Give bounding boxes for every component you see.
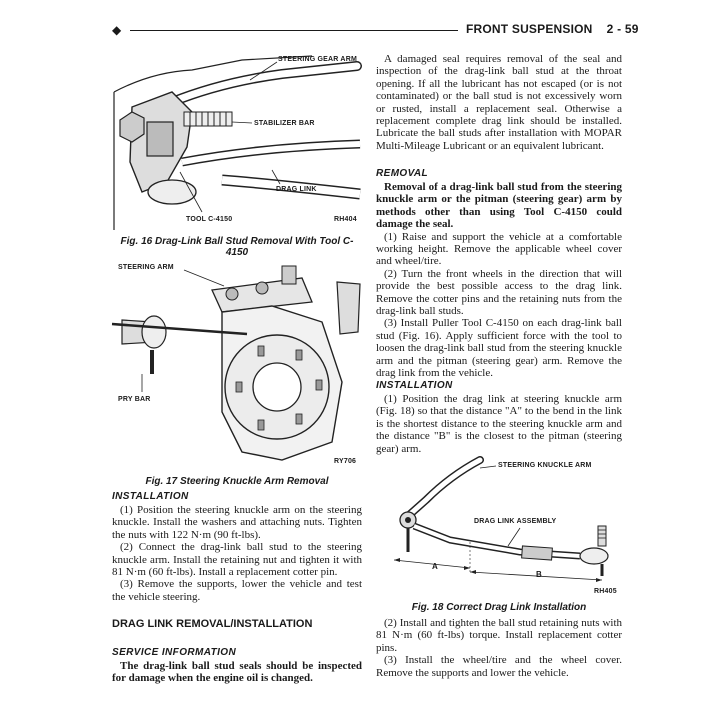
removal-text: [376, 181, 622, 380]
fig18-label-drag-link-assembly: DRAG LINK ASSEMBLY: [474, 518, 557, 525]
right-installation-step-2: (2) Install and tighten the ball stud retaining nuts with 81 N·m (60 ft-lbs) torque. Install replacement cotter pins.: [376, 617, 622, 654]
fig18-code: RH405: [594, 588, 617, 595]
service-information-heading: SERVICE INFORMATION: [112, 647, 237, 658]
left-installation-heading: INSTALLATION: [112, 491, 189, 502]
fig18-label-steering-knuckle-arm: STEERING KNUCKLE ARM: [498, 462, 592, 469]
fig16-label-steering-gear-arm: STEERING GEAR ARM: [278, 56, 357, 63]
fig18-label-a: A: [432, 562, 438, 571]
fig17-caption: Fig. 17 Steering Knuckle Arm Removal: [145, 476, 329, 487]
service-information-note: The drag-link ball stud seals should be inspected for damage when the engine oil is changed.: [112, 660, 362, 685]
fig16-code: RH404: [334, 216, 357, 223]
fig17-code: RY706: [334, 458, 357, 465]
left-installation-step-1: (1) Position the steering knuckle arm on the steering knuckle. Install the washers and attaching nuts. Tighten the nuts with 122 N·m (90 ft-lbs).: [112, 504, 362, 541]
fig17-illustration: [112, 262, 362, 466]
right-installation-text-b: [376, 617, 622, 679]
fig18-illustration: [380, 456, 620, 598]
fig16-illustration: [112, 52, 362, 230]
page-header-title: FRONT SUSPENSION 2 - 59: [466, 22, 639, 36]
fig17-label-steering-arm: STEERING ARM: [118, 264, 174, 271]
removal-heading: REMOVAL: [376, 168, 429, 179]
right-installation-heading: INSTALLATION: [376, 380, 453, 391]
header-diamond-icon: ◆: [112, 23, 122, 37]
fig16-label-drag-link: DRAG LINK: [276, 186, 317, 193]
right-installation-step-1: (1) Position the drag link at steering knuckle arm (Fig. 18) so that the distance "A" to the bend in the link is the shortest distance to the steering knuckle arm and the distance "B" is the closest to the pitman (steering gear) arm.: [376, 393, 622, 455]
right-intro-paragraph: A damaged seal requires removal of the seal and inspection of the drag-link ball stud at the throat opening. If all the lubricant has not escaped (or is not contaminated) or the ball stud is not excessively worn or rusted, install a replacement seal. Otherwise a replacement complete drag link should be installed. Lubricate the ball studs after installation with MOPAR Multi-Mileage Lubricant or an equivalent lubricant.: [376, 53, 622, 152]
fig18-label-b: B: [536, 570, 542, 579]
removal-step-3: (3) Install Puller Tool C-4150 on each drag-link ball stud (Fig. 16). Apply sufficient force with the tool to loosen the drag-link ball stud from the steering knuckle arm and the pitman (steering gear) arm. Remove the drag link from the vehicle.: [376, 317, 622, 380]
removal-step-1: (1) Raise and support the vehicle at a comfortable working height. Remove the applicable wheel cover and wheel/tire.: [376, 230, 622, 268]
fig17-label-pry-bar: PRY BAR: [118, 396, 151, 403]
removal-caution-note: Removal of a drag-link ball stud from the steering knuckle arm or the pitman (steering gear) arm by methods other than using Tool C-4150 could damage the seal.: [376, 181, 622, 231]
fig16-label-stabilizer-bar: STABILIZER BAR: [254, 120, 315, 127]
right-installation-text-a: [376, 393, 622, 455]
right-intro-text: [376, 53, 622, 152]
removal-step-2: (2) Turn the front wheels in the direction that will provide the best possible access to the drag link. Remove the cotter pins and the retaining nuts from the drag-link ball studs.: [376, 267, 622, 318]
service-information-text: [112, 660, 362, 685]
header-rule: [130, 30, 458, 31]
left-installation-text: [112, 504, 362, 603]
fig16-label-tool: TOOL C-4150: [186, 216, 233, 223]
fig16-caption: Fig. 16 Drag-Link Ball Stud Removal With Tool C-4150: [120, 236, 354, 258]
left-installation-step-2: (2) Connect the drag-link ball stud to the steering knuckle arm. Install the retaining nut and tighten it with 81 N·m (60 ft-lbs). Install a replacement cotter pin.: [112, 541, 362, 579]
section-heading-drag-link: DRAG LINK REMOVAL/INSTALLATION: [112, 618, 313, 630]
fig18-caption: Fig. 18 Correct Drag Link Installation: [411, 602, 587, 613]
right-installation-step-3: (3) Install the wheel/tire and the wheel cover. Remove the supports and lower the vehicle.: [376, 654, 622, 679]
left-installation-step-3: (3) Remove the supports, lower the vehicle and test the vehicle steering.: [112, 578, 362, 603]
